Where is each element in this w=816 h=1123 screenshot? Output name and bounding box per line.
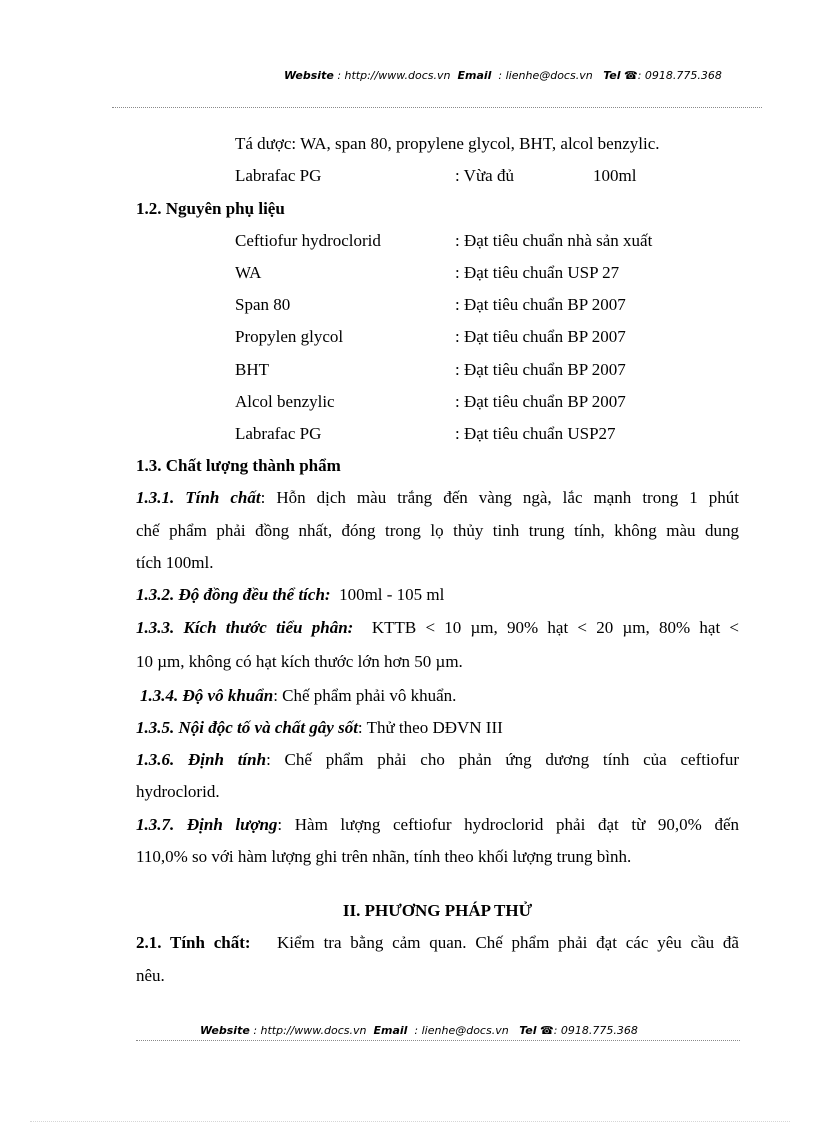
s132-line xyxy=(136,585,444,605)
section-1-2-title: 1.2. Nguyên phụ liệu xyxy=(136,199,285,218)
tel-value: : 0918.775.368 xyxy=(637,69,722,82)
page-bottom-rule xyxy=(30,1121,790,1122)
s134-text: : Chế phẩm phải vô khuẩn. xyxy=(273,686,457,705)
s133-line1 xyxy=(136,618,739,638)
material-name: BHT xyxy=(235,360,269,379)
s137-label: 1.3.7. Định lượng xyxy=(136,815,278,834)
labrafac-name: Labrafac PG xyxy=(235,166,322,185)
material-standard: : Đạt tiêu chuẩn USP 27 xyxy=(455,263,620,282)
s137-line1 xyxy=(136,815,739,835)
s132-text: 100ml - 105 ml xyxy=(339,585,445,604)
s133-line2: 10 µm, không có hạt kích thước lớn hơn 50 µm. xyxy=(136,652,463,671)
labrafac-amount: 100ml xyxy=(593,166,637,185)
tel-label: Tel xyxy=(519,1024,537,1037)
material-standard: : Đạt tiêu chuẩn BP 2007 xyxy=(455,392,626,411)
s137-text: : Hàm lượng ceftiofur hydroclorid phải đạt từ 90,0% đến xyxy=(277,815,739,834)
s135-line xyxy=(136,718,503,738)
phone-icon: ☎ xyxy=(624,69,638,82)
material-standard: : Đạt tiêu chuẩn BP 2007 xyxy=(455,360,626,379)
website-label: Website xyxy=(284,69,334,82)
email-value[interactable]: : lienhe@docs.vn xyxy=(414,1024,509,1037)
material-name: Propylen glycol xyxy=(235,327,344,346)
s136-label: 1.3.6. Định tính xyxy=(136,750,267,769)
bottom-footer xyxy=(200,1024,638,1037)
s134-line xyxy=(140,686,456,706)
s133-label: 1.3.3. Kích thước tiểu phân: xyxy=(136,618,354,637)
material-name: WA xyxy=(235,263,262,282)
material-name: Alcol benzylic xyxy=(235,392,335,411)
labrafac-value: : Vừa đủ xyxy=(455,166,514,185)
website-url[interactable]: : http://www.docs.vn xyxy=(253,1024,367,1037)
website-label: Website xyxy=(200,1024,250,1037)
tel-value: : 0918.775.368 xyxy=(553,1024,638,1037)
website-url[interactable]: : http://www.docs.vn xyxy=(337,69,451,82)
email-label: Email xyxy=(457,69,492,82)
s131-line1 xyxy=(136,488,739,508)
material-name: Span 80 xyxy=(235,295,291,314)
email-label: Email xyxy=(373,1024,408,1037)
s131-line3: tích 100ml. xyxy=(136,553,214,572)
s136-line1 xyxy=(136,750,739,770)
s132-label: 1.3.2. Độ đồng đều thể tích: xyxy=(136,585,331,604)
section-1-3-title: 1.3. Chất lượng thành phẩm xyxy=(136,456,341,475)
s133-text: KTTB < 10 µm, 90% hạt < 20 µm, 80% hạt < xyxy=(371,618,740,637)
s21-line2: nêu. xyxy=(136,966,165,985)
s131-text: : Hỗn dịch màu trắng đến vàng ngà, lắc mạnh trong 1 phút xyxy=(260,488,739,507)
s136-text: : Chế phẩm phải cho phản ứng dương tính của ceftiofur xyxy=(266,750,739,769)
s136-line2: hydroclorid. xyxy=(136,782,220,801)
top-header xyxy=(284,69,722,82)
s137-line2: 110,0% so với hàm lượng ghi trên nhãn, tính theo khối lượng trung bình. xyxy=(136,847,632,866)
s135-text: : Thử theo DĐVN III xyxy=(357,718,503,737)
phone-icon: ☎ xyxy=(540,1024,554,1037)
section-2-title: II. PHƯƠNG PHÁP THỬ xyxy=(342,901,533,920)
material-standard: : Đạt tiêu chuẩn USP27 xyxy=(455,424,616,443)
s21-text: Kiểm tra bằng cảm quan. Chế phẩm phải đạt các yêu cầu đã xyxy=(277,933,739,952)
s131-label: 1.3.1. Tính chất xyxy=(136,488,261,507)
material-standard: : Đạt tiêu chuẩn BP 2007 xyxy=(455,327,626,346)
excipients-line: Tá dược: WA, span 80, propylene glycol, BHT, alcol benzylic. xyxy=(235,134,660,153)
bottom-footer-rule xyxy=(136,1040,740,1041)
material-standard: : Đạt tiêu chuẩn BP 2007 xyxy=(455,295,626,314)
top-header-rule xyxy=(112,107,762,108)
s131-line2: chế phẩm phải đồng nhất, đóng trong lọ thủy tinh trung tính, không màu dung xyxy=(136,521,739,540)
material-name: Labrafac PG xyxy=(235,424,322,443)
s135-label: 1.3.5. Nội độc tố và chất gây sốt xyxy=(136,718,358,737)
s21-label: 2.1. Tính chất: xyxy=(136,933,251,952)
tel-label: Tel xyxy=(603,69,621,82)
material-standard: : Đạt tiêu chuẩn nhà sản xuất xyxy=(455,231,653,250)
material-name: Ceftiofur hydroclorid xyxy=(235,231,381,250)
s21-line1 xyxy=(136,933,739,953)
s134-label: 1.3.4. Độ vô khuẩn xyxy=(140,686,274,705)
email-value[interactable]: : lienhe@docs.vn xyxy=(498,69,593,82)
